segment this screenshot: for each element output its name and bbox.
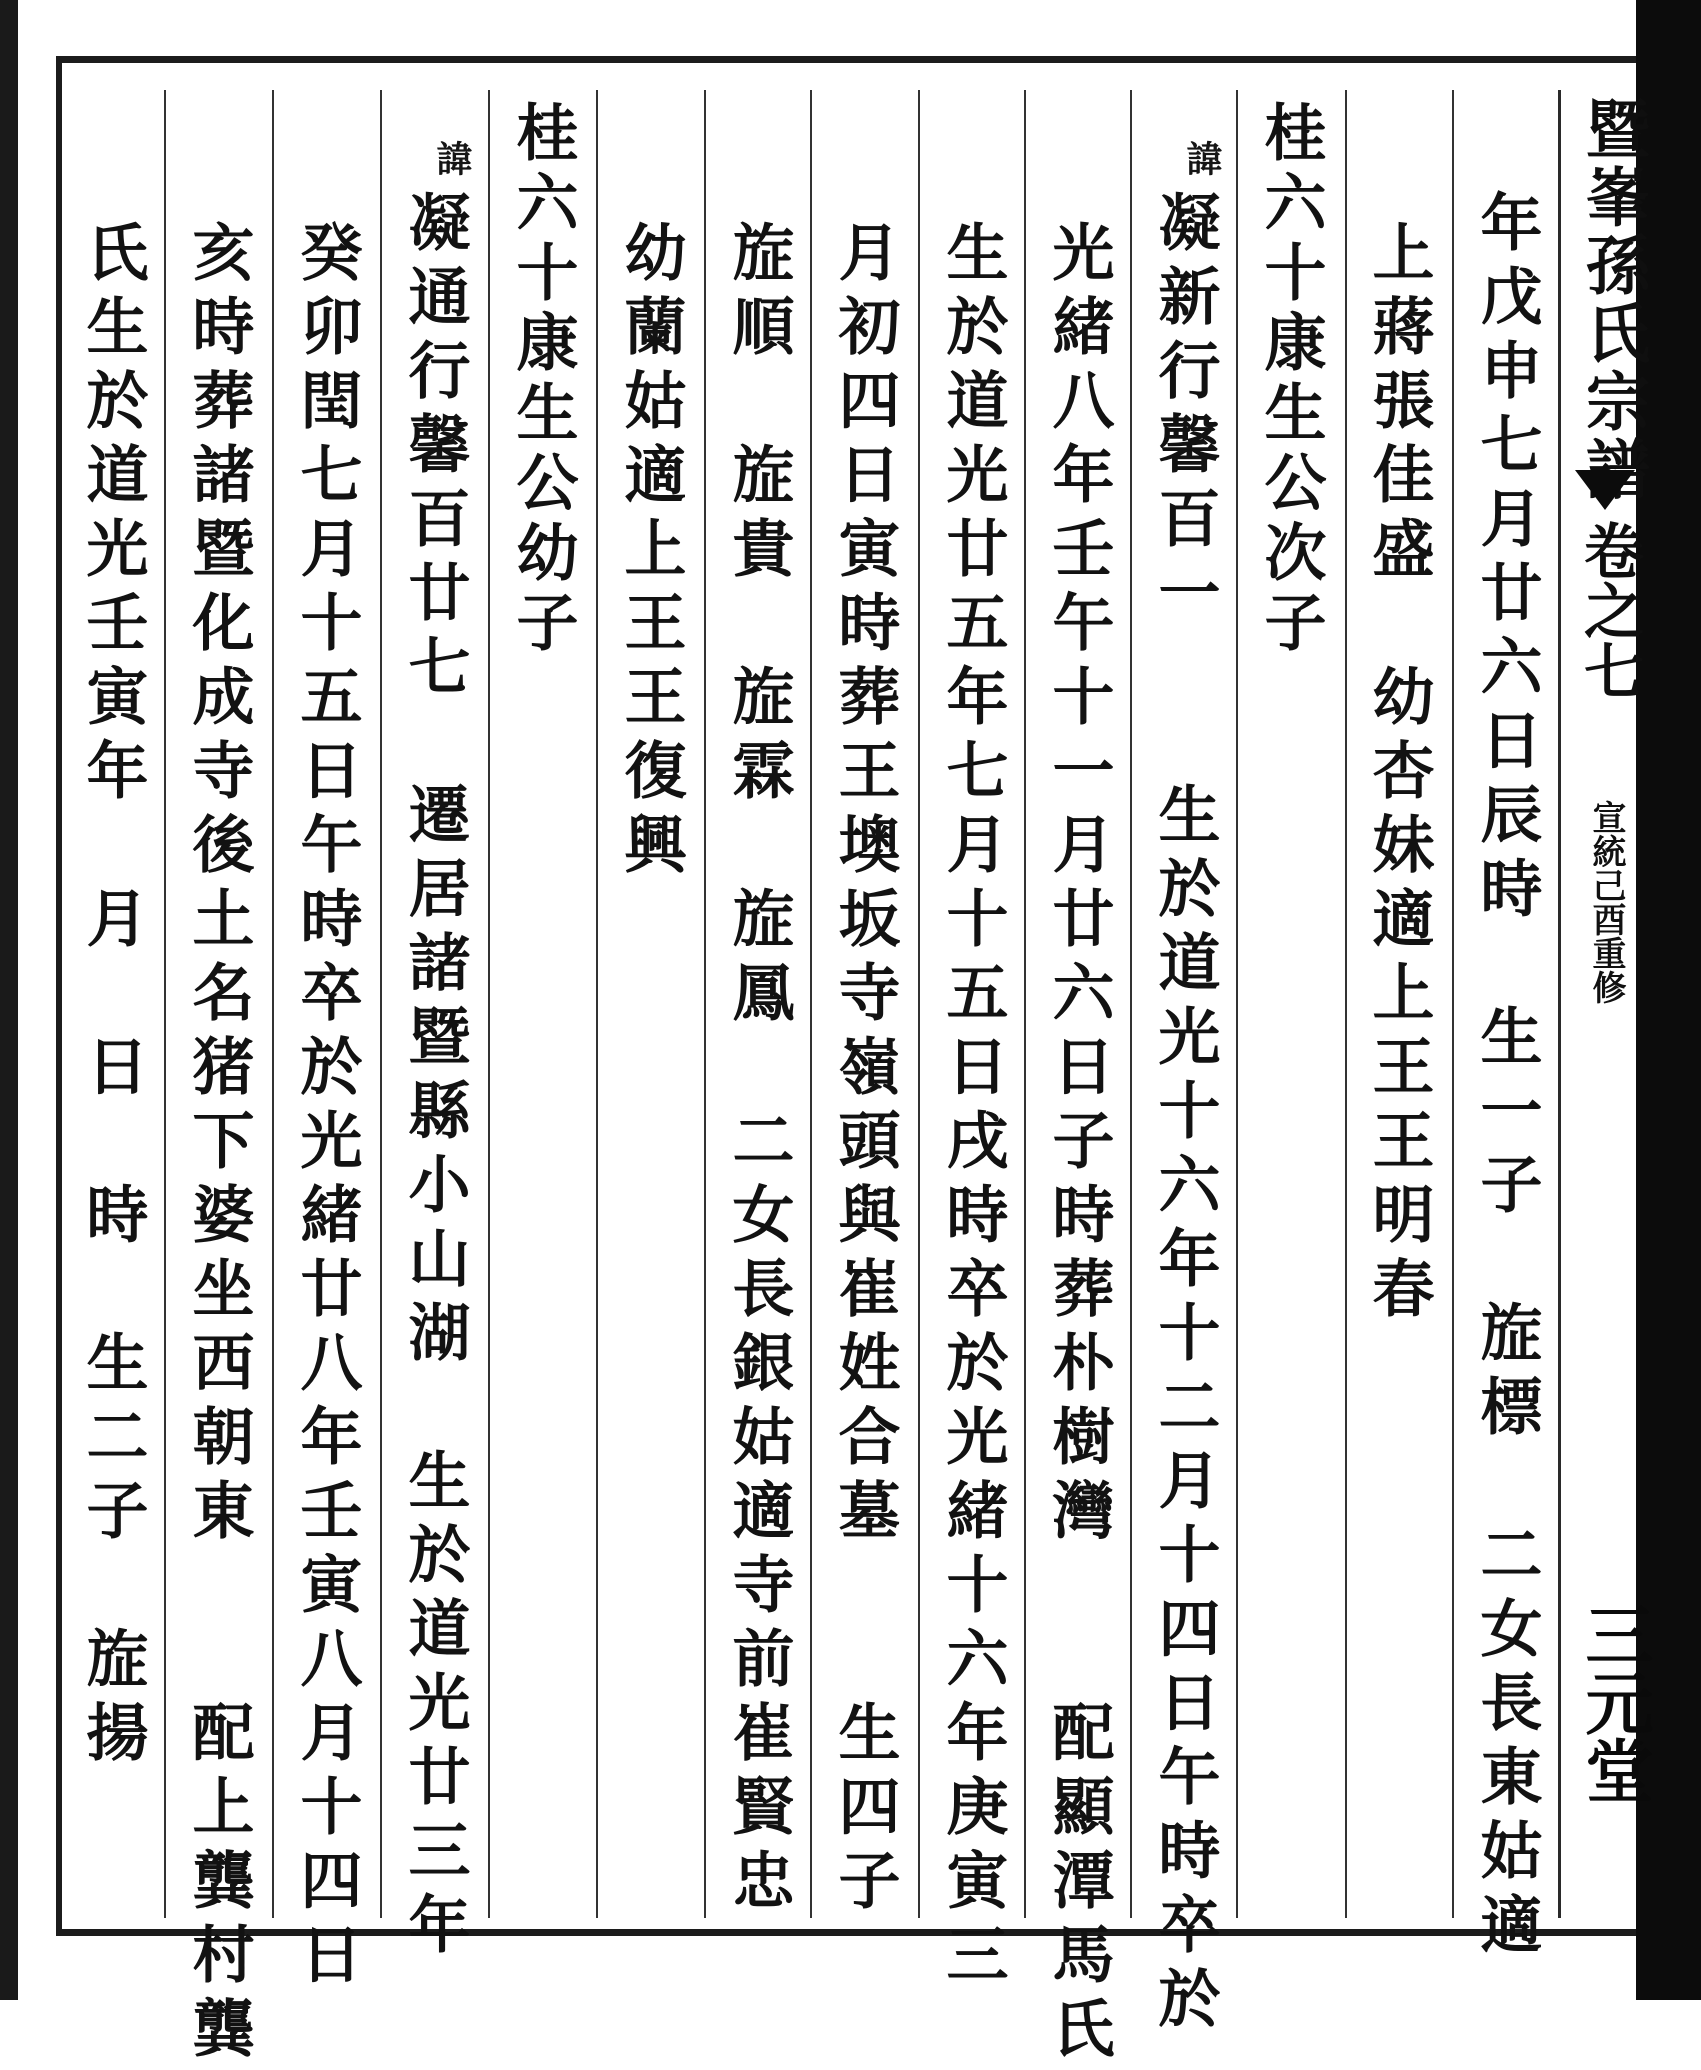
hall-name: 三元堂 (1574, 1600, 1654, 1804)
text-column-3: 桂六十康生公次子 (1254, 100, 1327, 660)
column-rule (488, 90, 490, 1918)
text-column-12: 癸卯閏七月十五日午時卒於光緒廿八年壬寅八月十四日 (290, 220, 363, 1996)
column-rule (272, 90, 274, 1918)
text-column-13: 亥時葬諸暨化成寺後土名猪下婆坐西朝東 配上龔村龔 (182, 220, 255, 2070)
genealogy-title: 暨峯孫氏宗譜 (1575, 96, 1650, 504)
column-rule (380, 90, 382, 1918)
text-column-1: 年戊申七月廿六日辰時 生一子 㫌標 二女長東姑適 (1470, 190, 1543, 1966)
text-column-11: 凝通行馨百廿七 遷居諸暨縣小山湖 生於道光廿三年 (398, 190, 471, 1966)
text-column-14: 氏生於道光壬寅年 月 日 時 生二子 㫌揚 (76, 220, 149, 1774)
text-column-2: 上蔣張佳盛 幼杏妹適上王王明春 (1362, 220, 1435, 1330)
hui-note-1: 諱 (1181, 140, 1223, 176)
text-column-10: 桂六十康生公幼子 (506, 100, 579, 660)
column-rule (704, 90, 706, 1918)
column-rule (596, 90, 598, 1918)
column-rule (1236, 90, 1238, 1918)
column-rule (1345, 90, 1347, 1918)
column-rule (918, 90, 920, 1918)
text-column-9: 幼蘭姑適上王王復興 (614, 220, 687, 886)
volume-label: 卷之七 (1574, 520, 1644, 700)
text-column-4: 凝新行馨百一 生於道光十六年十二月十四日午時卒於 (1148, 190, 1221, 2040)
column-rule (810, 90, 812, 1918)
text-column-5: 光緒八年壬午十一月廿六日子時葬朴樹灣 配顯潭馬氏 (1042, 220, 1115, 2070)
column-rule (164, 90, 166, 1918)
text-column-6: 生於道光廿五年七月十五日戌時卒於光緒十六年庚寅三 (936, 220, 1009, 1996)
edition-label: 宣統己酉重修 (1586, 800, 1626, 1004)
hui-note-2: 諱 (431, 140, 473, 176)
column-rule (1130, 90, 1132, 1918)
fish-tail-mark (1575, 470, 1635, 510)
text-column-8: 㫌順 㫌貴 㫌霖 㫌鳳 二女長銀姑適寺前崔賢忠 (722, 220, 795, 1922)
text-column-7: 月初四日寅時葬王墺坂寺嶺頭與崔姓合墓 生四子 (828, 220, 901, 1922)
page-edge-left (0, 0, 18, 2000)
column-rule (1452, 90, 1454, 1918)
column-rule (1024, 90, 1026, 1918)
